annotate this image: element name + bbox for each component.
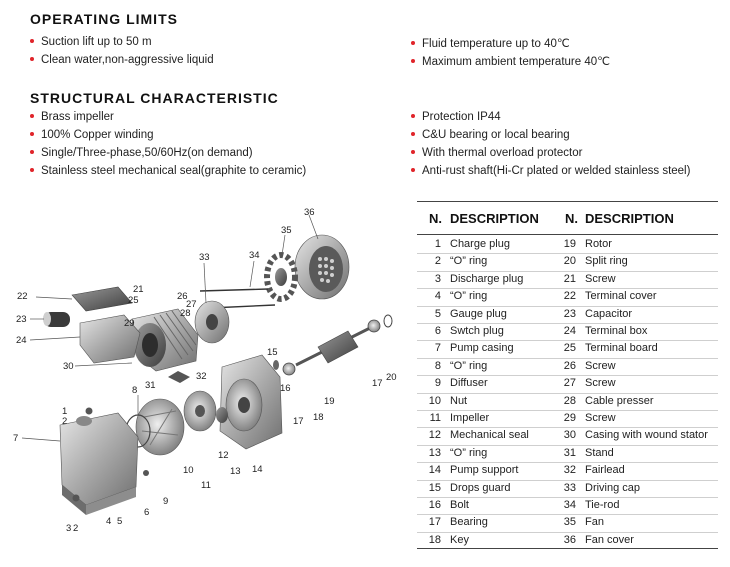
part-description: Rotor [585,238,612,250]
callout-6: 6 [144,507,150,518]
part-description: Nut [450,394,468,407]
callout-32: 32 [196,371,207,382]
part-number: 4 [434,290,441,303]
part-description: Capacitor [585,307,633,320]
bullet-icon [411,168,415,172]
callout-1: 1 [62,406,68,417]
part-number: 15 [428,481,441,494]
driving-cap-shape [195,301,229,343]
callout-10: 10 [183,465,194,476]
structural-text: Brass impeller [41,111,114,123]
structural-item [30,111,114,123]
pump-casing-shape [60,413,138,515]
drops-guard-shape [273,360,279,370]
tie-rod-shape [200,289,268,291]
part-description: Swtch plug [450,325,504,337]
part-description: Charge plug [450,238,510,250]
callout-24: 24 [16,335,27,346]
operating-limits-title: OPERATING LIMITS [30,11,178,27]
operating-limit-text: Clean water,non-aggressive liquid [41,54,214,66]
bullet-icon [411,59,415,63]
header-description-right: DESCRIPTION [585,211,674,226]
structural-text: Single/Three-phase,50/60Hz(on demand) [41,147,253,159]
callout-29: 29 [124,318,135,329]
table-row-separator [417,306,718,307]
split-ring-shape [384,315,392,327]
table-row-separator [417,253,718,254]
structural-item [411,111,501,123]
part-number: 33 [563,481,576,494]
part-description: “O” ring [450,255,488,268]
rotor-shape [296,327,372,365]
part-number: 30 [563,429,576,442]
part-description: Bearing [450,516,488,529]
part-number: 31 [563,446,576,459]
part-description: Terminal board [585,342,658,355]
operating-limit-text: Fluid temperature up to 40℃ [422,38,570,50]
table-row-separator [417,445,718,446]
part-description: Impeller [450,412,490,424]
fan-cover-shape [295,235,349,299]
part-number: 26 [563,359,576,372]
stand-shape [168,371,190,383]
part-number: 11 [429,412,441,424]
callout-27: 27 [186,299,197,310]
part-number: 36 [563,533,576,546]
part-number: 22 [563,290,576,303]
part-description: Terminal cover [585,290,657,303]
part-number: 14 [428,464,441,477]
part-description: Screw [585,377,616,390]
part-number: 13 [428,446,441,459]
operating-limit-text: Suction lift up to 50 m [41,36,152,48]
part-number: 7 [434,342,441,355]
fan-shape [267,255,295,299]
part-number: 27 [563,377,576,390]
table-row-separator [417,410,718,411]
impeller-shape [184,391,216,431]
header-number-right: N. [565,211,578,226]
bullet-icon [411,132,415,136]
callout-19: 19 [324,396,335,407]
table-row-separator [417,340,718,341]
bullet-icon [30,114,34,118]
table-row-separator [417,427,718,428]
part-number: 29 [563,412,576,424]
table-header-rule [417,234,718,235]
table-row-separator [417,358,718,359]
callout-33: 33 [199,252,210,263]
callout-21: 21 [133,284,144,295]
bullet-icon [411,150,415,154]
part-description: Fairlead [585,464,625,477]
pump-exploded-diagram [0,195,410,567]
part-description: Cable presser [585,394,654,407]
structural-item [411,129,570,141]
callout-2b: 2 [73,523,79,534]
callout-13: 13 [230,466,241,477]
callout-23: 23 [16,314,27,325]
bearing-shape [283,363,295,375]
structural-item [411,147,582,159]
structural-text: Protection IP44 [422,111,501,123]
part-number: 25 [563,342,576,355]
callout-35: 35 [281,225,292,236]
structural-text: With thermal overload protector [422,147,583,159]
part-number: 19 [563,238,576,250]
part-description: “O” ring [450,359,488,372]
callout-25: 25 [128,295,139,306]
structural-text: 100% Copper winding [41,129,154,141]
operating-limit-item [411,54,610,68]
callout-28: 28 [180,308,191,319]
header-number-left: N. [429,211,442,226]
part-number: 17 [428,516,441,529]
table-row-separator [417,323,718,324]
part-description: Casing with wound stator [585,429,708,442]
callout-8: 8 [132,385,138,396]
part-description: Gauge plug [450,307,507,320]
table-row-separator [417,393,718,394]
structural-item [411,165,690,177]
bullet-icon [30,168,34,172]
callout-26: 26 [177,291,188,302]
operating-limit-item [411,36,570,50]
part-description: Bolt [450,499,469,511]
part-number: 12 [428,429,441,442]
part-description: Mechanical seal [450,429,529,442]
part-description: Split ring [585,255,628,268]
callout-3: 3 [66,523,72,534]
part-description: Fan cover [585,533,634,546]
mechanical-seal-shape [216,407,228,423]
structural-text: Anti-rust shaft(Hi-Cr plated or welded stainless steel) [422,165,691,177]
callout-2: 2 [62,416,68,427]
diffuser-shape [136,399,184,455]
callout-22: 22 [17,291,28,302]
table-bottom-rule [417,548,718,549]
capacitor-shape [43,312,70,327]
callout-9: 9 [163,496,169,507]
part-description: Driving cap [585,481,641,494]
part-description: Diffuser [450,377,488,390]
part-number: 32 [563,464,576,477]
part-description: Pump casing [450,342,514,355]
structural-item [30,165,306,177]
table-row-separator [417,462,718,463]
bullet-icon [30,57,34,61]
operating-limit-text: Maximum ambient temperature 40℃ [422,56,611,68]
part-description: Stand [585,446,614,459]
part-number: 18 [428,533,441,546]
table-row-separator [417,375,718,376]
structural-item [30,129,154,141]
bullet-icon [30,132,34,136]
callout-30: 30 [63,361,74,372]
callout-4: 4 [106,516,112,527]
callout-15: 15 [267,347,278,358]
table-row-separator [417,532,718,533]
part-description: Discharge plug [450,272,524,285]
part-number: 6 [434,325,441,337]
structural-item [30,147,253,159]
part-number: 1 [434,238,441,250]
part-number: 35 [563,516,576,529]
table-row-separator [417,288,718,289]
part-number: 10 [428,394,441,407]
part-description: Terminal box [585,325,648,337]
callout-7: 7 [13,433,19,444]
part-number: 16 [428,499,441,511]
callout-5: 5 [117,516,123,527]
part-number: 5 [434,307,441,320]
part-number: 3 [434,272,441,285]
callout-11: 11 [201,480,211,491]
part-description: Tie-rod [585,499,620,511]
part-number: 28 [563,394,576,407]
discharge-plug-shape [73,495,80,502]
part-description: “O” ring [450,446,488,459]
bullet-icon [30,150,34,154]
bullet-icon [411,41,415,45]
table-top-rule [417,201,718,202]
table-row-separator [417,271,718,272]
structural-text: C&U bearing or local bearing [422,129,570,141]
table-row-separator [417,514,718,515]
bullet-icon [411,114,415,118]
callout-16: 16 [280,383,291,394]
structural-text: Stainless steel mechanical seal(graphite to ceramic) [41,165,307,177]
callout-18: 18 [313,412,324,423]
structural-title: STRUCTURAL CHARACTERISTIC [30,90,279,106]
switch-plug-shape [143,470,149,476]
part-description: “O” ring [450,290,488,303]
callout-20: 20 [386,372,397,383]
pump-support-shape [220,355,282,449]
part-number: 8 [434,359,441,372]
table-row-separator [417,480,718,481]
callout-12: 12 [218,450,229,461]
part-description: Pump support [450,464,519,477]
part-number: 2 [434,255,441,268]
callout-31: 31 [145,380,156,391]
terminal-cover-shape [72,287,132,311]
part-number: 34 [563,499,576,511]
part-number: 24 [563,325,576,337]
operating-limit-item [30,54,214,66]
charge-plug-shape [86,408,93,415]
callout-36: 36 [304,207,315,218]
part-number: 9 [434,377,441,390]
header-description-left: DESCRIPTION [450,211,539,226]
callout-17: 17 [372,378,383,389]
part-description: Key [450,533,469,546]
part-description: Fan [585,516,604,529]
bearing-shape [368,320,380,332]
table-row-separator [417,497,718,498]
callout-14: 14 [252,464,263,475]
part-description: Screw [585,412,616,424]
part-description: Drops guard [450,481,511,494]
part-number: 23 [563,307,576,320]
bullet-icon [30,39,34,43]
part-description: Screw [585,272,616,285]
part-number: 20 [563,255,576,268]
callout-17b: 17 [293,416,304,427]
callout-34: 34 [249,250,260,261]
operating-limit-item [30,36,152,48]
part-number: 21 [563,272,576,285]
part-description: Screw [585,359,616,372]
